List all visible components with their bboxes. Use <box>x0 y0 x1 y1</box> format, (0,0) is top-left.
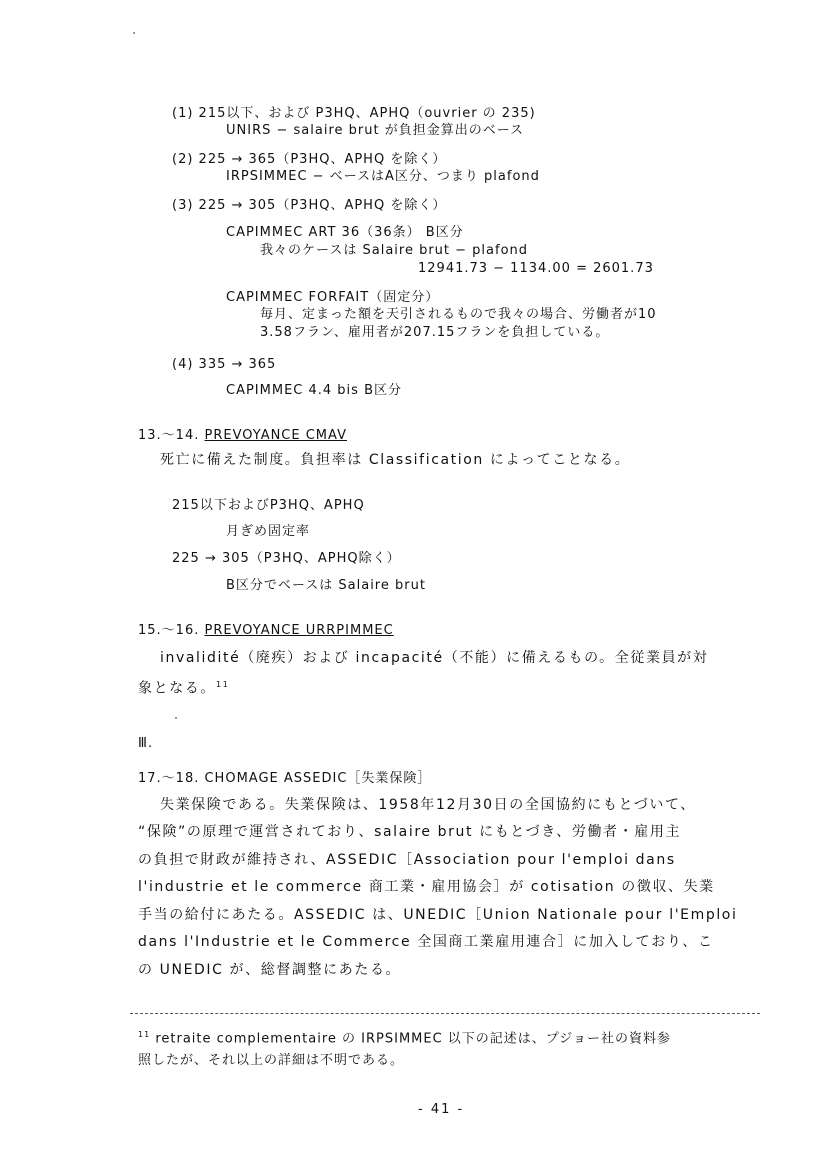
section-17-18-para-2: “保険”の原理で運営されており、salaire brut にもとづき、労働者・雇用主 <box>138 824 682 840</box>
list-item-3-forfait-desc-1: 毎月、定まった額を天引されるもので我々の場合、労働者が10 <box>260 307 657 322</box>
section-15-16-heading <box>138 622 394 640</box>
section-15-16-number: 15.～16. <box>138 623 205 638</box>
list-item-3-art36: CAPIMMEC ART 36（36条） B区分 <box>226 225 464 240</box>
scan-speck <box>133 32 135 34</box>
page-number: - 41 - <box>418 1102 465 1117</box>
list-item-3-forfait-desc-2: 3.58フラン、雇用者が207.15フランを負担している。 <box>260 325 610 340</box>
section-13-14-line-3: 225 → 305（P3HQ、APHQ除く） <box>172 551 401 566</box>
section-17-18-para-6: dans l'Industrie et le Commerce 全国商工業雇用連合］に加入しており、こ <box>138 934 714 950</box>
list-item-3-forfait: CAPIMMEC FORFAIT（固定分） <box>226 290 440 305</box>
footnote-separator <box>130 1013 760 1014</box>
list-item-3-calc: 12941.73 − 1134.00 = 2601.73 <box>418 261 654 276</box>
section-13-14-body: 死亡に備えた制度。負担率は Classification によってことなる。 <box>160 452 631 468</box>
section-15-16-body-2-text: 象となる。 <box>138 680 216 697</box>
section-17-18-para-7: の UNEDIC が、総督調整にあたる。 <box>138 962 402 978</box>
section-15-16-body-2 <box>138 676 229 698</box>
section-17-18-para-1: 失業保険である。失業保険は、1958年12月30日の全国協約にもとづいて、 <box>160 797 696 813</box>
section-13-14-heading <box>138 427 347 445</box>
section-13-14-number: 13.～14. <box>138 428 205 443</box>
list-item-1-head: (1) 215以下、および P3HQ、APHQ（ouvrier の 235) <box>172 106 536 121</box>
roman-section-3: Ⅲ. <box>138 736 154 751</box>
footnote-reference: 11 <box>216 680 230 689</box>
footnote-line-1 <box>138 1026 671 1048</box>
list-item-1-sub: UNIRS − salaire brut が負担金算出のベース <box>226 123 525 138</box>
section-15-16-body-1: invalidité（廃疾）および incapacité（不能）に備えるもの。全従業員が対 <box>160 650 709 666</box>
list-item-2-head: (2) 225 → 365（P3HQ、APHQ を除く） <box>172 152 447 167</box>
list-item-2-sub: IRPSIMMEC − ベースはA区分、つまり plafond <box>226 169 540 184</box>
list-item-3-head: (3) 225 → 305（P3HQ、APHQ を除く） <box>172 198 447 213</box>
section-17-18-para-5: 手当の給付にあたる。ASSEDIC は、UNEDIC［Union Nationale pour l'Emploi <box>138 907 738 923</box>
list-item-4-head: (4) 335 → 365 <box>172 357 277 372</box>
scan-speck <box>175 717 177 719</box>
section-13-14-line-4: B区分でベースは Salaire brut <box>226 578 426 593</box>
section-17-18-heading: 17.～18. CHOMAGE ASSEDIC［失業保険］ <box>138 771 432 786</box>
section-15-16-title: PREVOYANCE URRPIMMEC <box>204 623 394 638</box>
section-17-18-para-3: の負担で財政が維持され、ASSEDIC［Association pour l'emploi dans <box>138 852 676 868</box>
list-item-3-formula: 我々のケースは Salaire brut − plafond <box>260 243 529 258</box>
list-item-4-sub: CAPIMMEC 4.4 bis B区分 <box>226 383 402 398</box>
section-13-14-line-1: 215以下およびP3HQ、APHQ <box>172 498 365 513</box>
section-17-18-para-4: l'industrie et le commerce 商工業・雇用協会］が cotisation の徴収、失業 <box>138 879 715 895</box>
footnote-line-2: 照したが、それ以上の詳細は不明である。 <box>138 1053 405 1068</box>
section-13-14-line-2: 月ぎめ固定率 <box>226 524 311 539</box>
footnote-text-1: retraite complementaire の IRPSIMMEC 以下の記述は、プジョー社の資料参 <box>155 1031 672 1047</box>
footnote-mark: 11 <box>138 1030 151 1039</box>
section-13-14-title: PREVOYANCE CMAV <box>204 428 347 443</box>
